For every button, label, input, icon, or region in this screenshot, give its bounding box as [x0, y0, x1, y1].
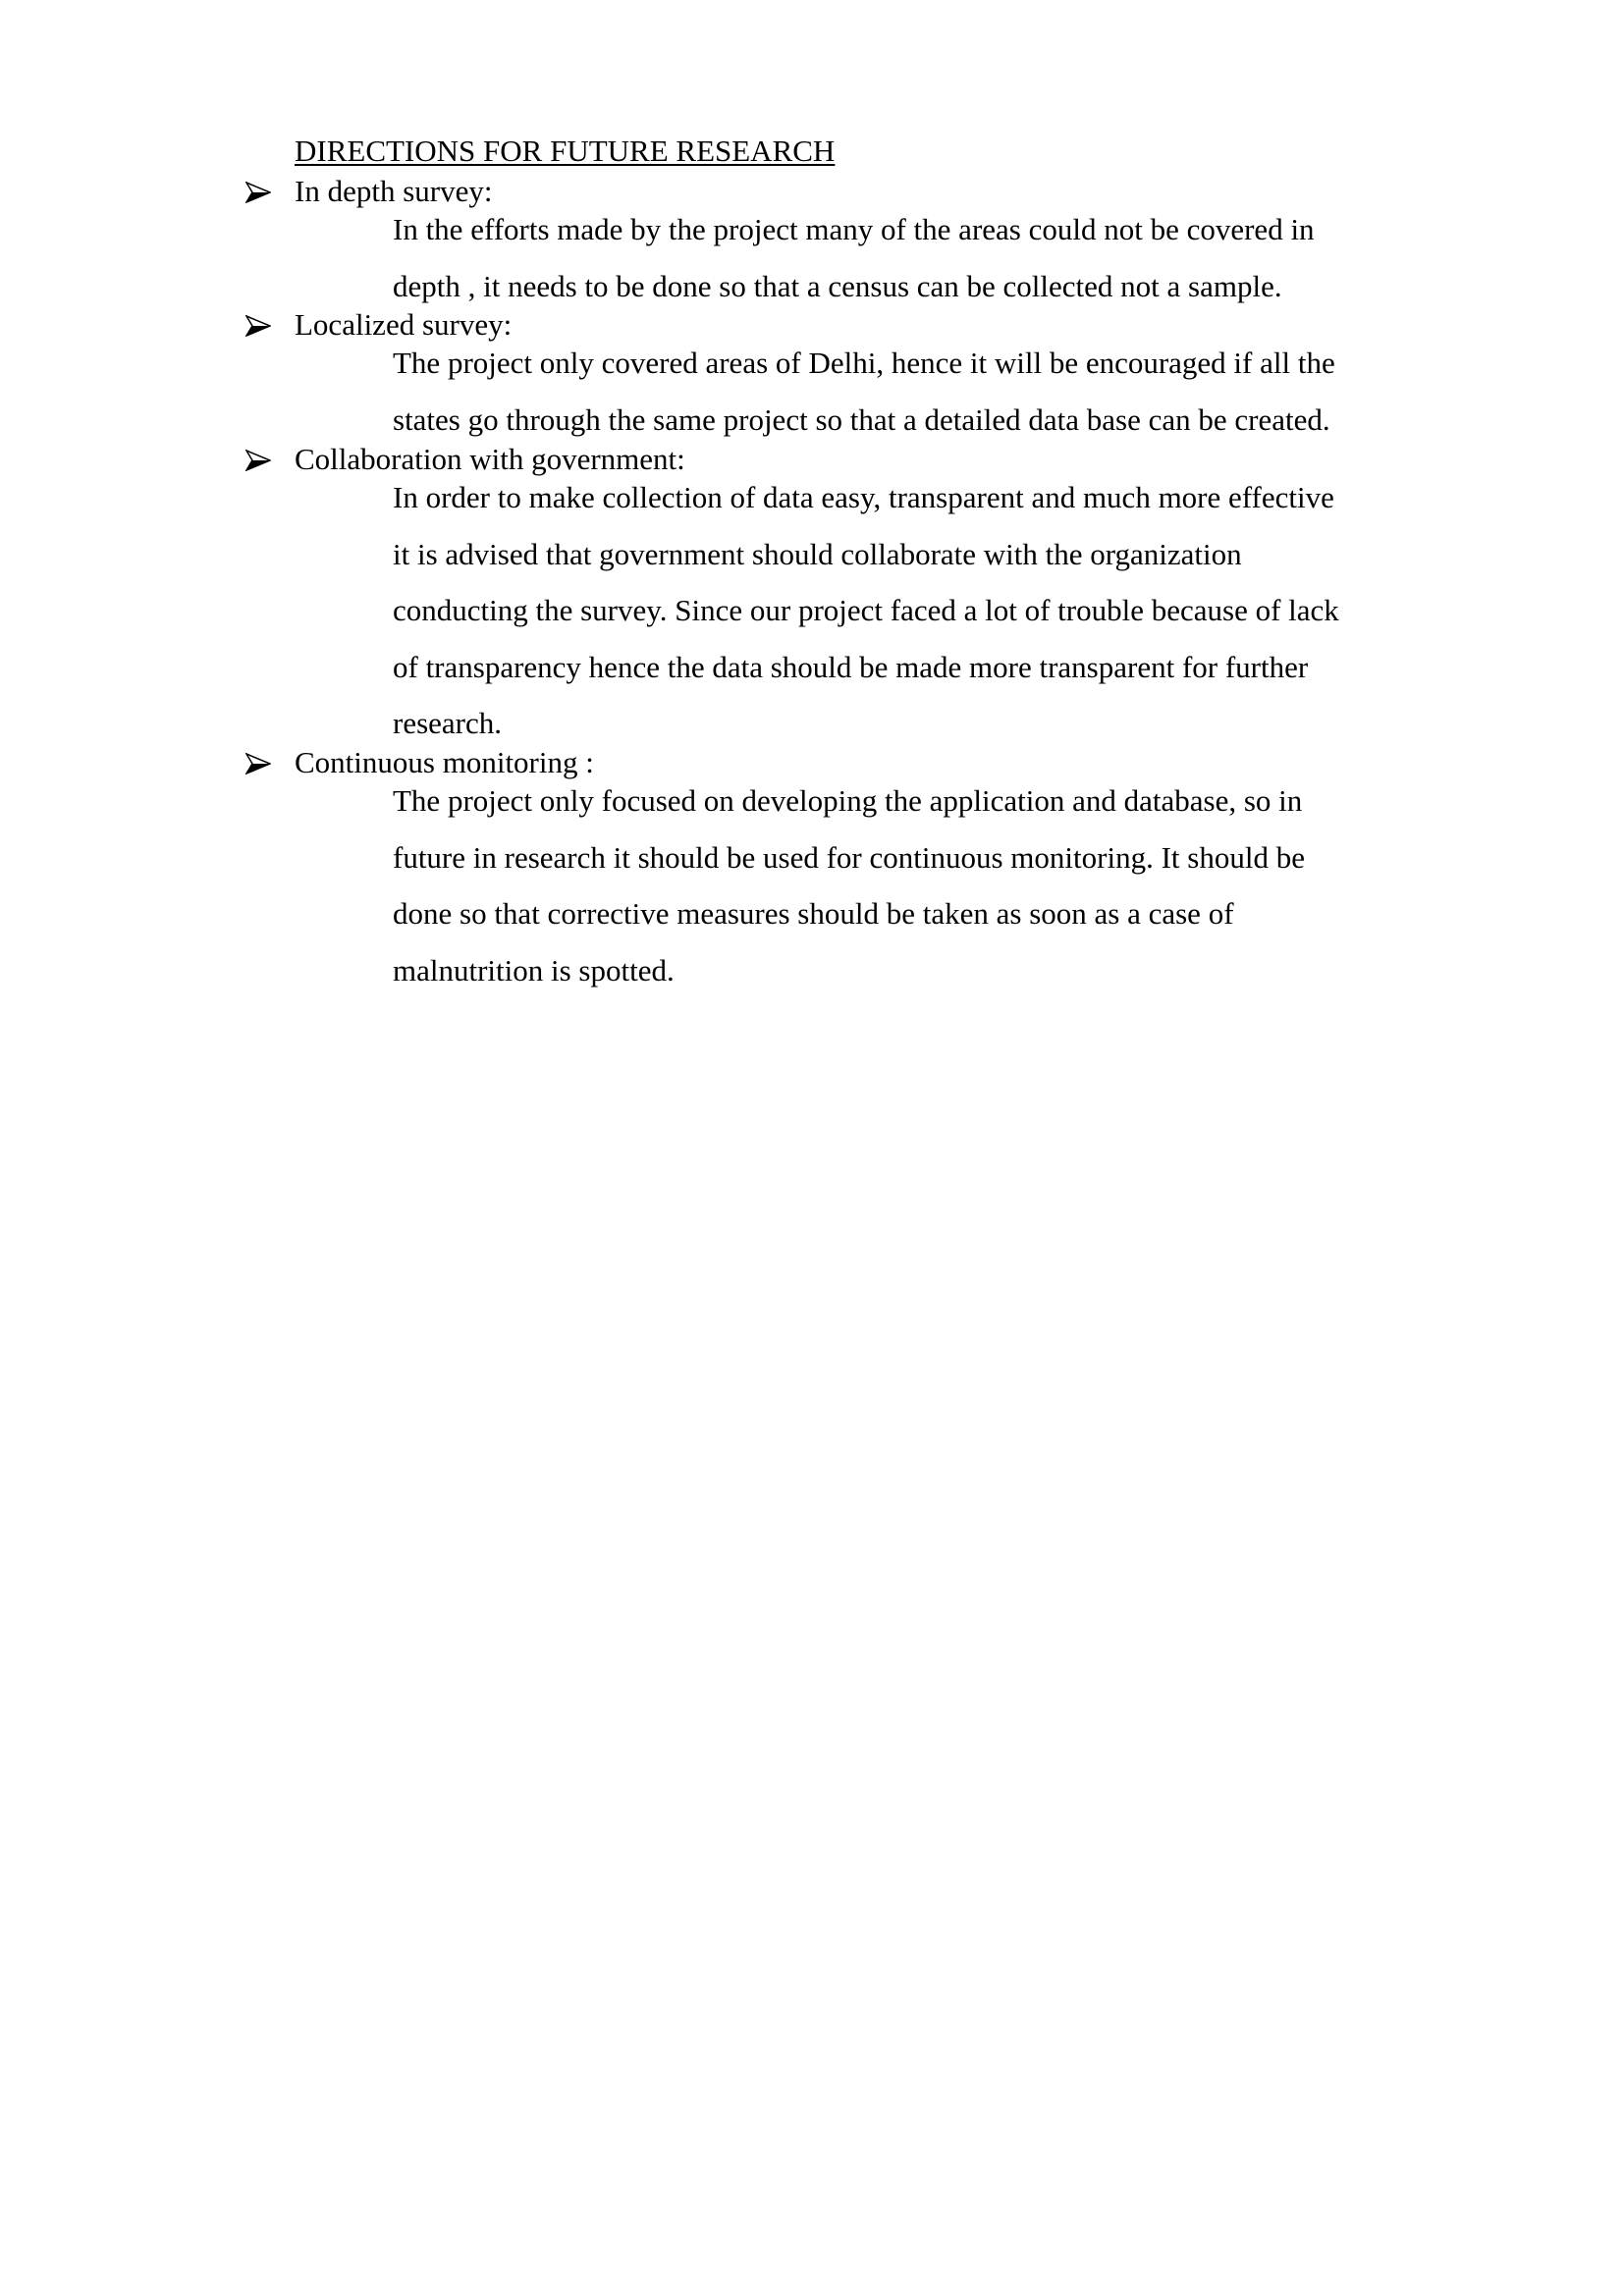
section-heading: In depth survey: — [295, 174, 493, 208]
bullet-item — [0, 440, 1623, 478]
body-line: done so that corrective measures should be taken as soon as a case of — [393, 896, 1234, 931]
body-line: future in research it should be used for continuous monitoring. It should be — [393, 839, 1305, 875]
arrowhead-bullet-icon — [245, 753, 271, 774]
body-line: The project only focused on developing the application and database, so in — [393, 783, 1303, 818]
section-body — [393, 210, 1623, 305]
arrowhead-bullet-icon — [245, 182, 271, 203]
section-localized-survey — [0, 305, 1623, 439]
body-line: of transparency hence the data should be made more transparent for further — [393, 649, 1309, 684]
body-line: In order to make collection of data easy, transparent and much more effective — [393, 480, 1334, 514]
arrowhead-bullet-icon — [245, 315, 271, 337]
section-heading: Localized survey: — [295, 307, 513, 342]
section-body — [393, 478, 1623, 742]
section-body — [393, 344, 1623, 439]
body-line: depth , it needs to be done so that a census can be collected not a sample. — [393, 268, 1282, 303]
body-line: conducting the survey. Since our project faced a lot of trouble because of lack — [393, 593, 1339, 627]
section-heading: Continuous monitoring : — [295, 745, 594, 779]
body-line: it is advised that government should collaborate with the organization — [393, 536, 1242, 571]
body-line: states go through the same project so that a detailed data base can be created. — [393, 401, 1330, 437]
section-heading: Collaboration with government: — [295, 442, 685, 476]
body-line: research. — [393, 706, 502, 740]
arrowhead-bullet-icon — [245, 450, 271, 471]
bullet-item — [0, 305, 1623, 344]
bullet-item — [0, 743, 1623, 781]
body-line: malnutrition is spotted. — [393, 952, 675, 988]
body-line: In the efforts made by the project many of the areas could not be covered in — [393, 212, 1315, 246]
section-body — [393, 781, 1623, 989]
section-in-depth-survey — [0, 172, 1623, 305]
page-title: DIRECTIONS FOR FUTURE RESEARCH — [295, 133, 836, 168]
bullet-item — [0, 172, 1623, 210]
section-continuous-monitoring — [0, 743, 1623, 989]
section-collaboration-with-government — [0, 440, 1623, 742]
body-line: The project only covered areas of Delhi, hence it will be encouraged if all the — [393, 346, 1335, 380]
